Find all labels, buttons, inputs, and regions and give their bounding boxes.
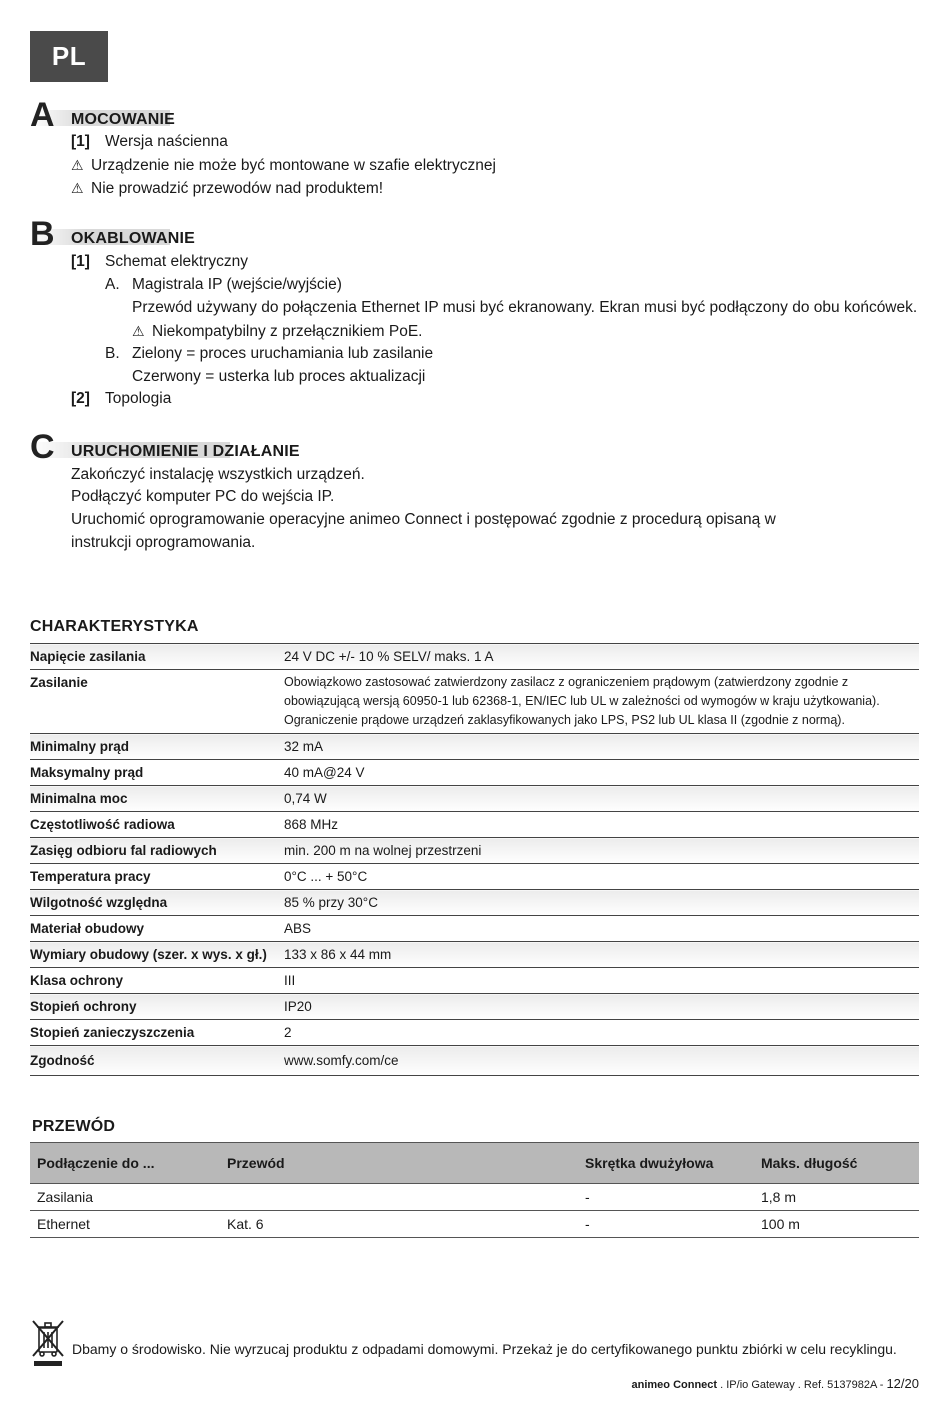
sub-item-a (105, 275, 342, 295)
table-row (30, 734, 919, 760)
table-cell: Zasilania (30, 1184, 220, 1211)
cable-table (30, 1142, 919, 1238)
value-line: obowiązującą wersją 60950-1 lub 62368-1, EN/IEC lub UL w zależności od wymogów w kraju użytkowania). (284, 694, 880, 708)
item-1 (71, 132, 228, 152)
table-row (30, 812, 919, 838)
sub-text: Magistrala IP (wejście/wyjście) (132, 276, 342, 293)
table-row (30, 864, 919, 890)
table-row (30, 786, 919, 812)
column-header: Przewód (220, 1143, 578, 1184)
page-number: 12/20 (886, 1376, 919, 1391)
row-value: III (284, 968, 919, 994)
section-startup (30, 430, 920, 560)
footer-ref: . IP/io Gateway . Ref. 5137982A - (717, 1379, 887, 1391)
recycling-notice: Dbamy o środowisko. Nie wyrzucaj produktu z odpadami domowymi. Przekaż je do certyfikowanego punktu zbiórki w celu recyklingu. (72, 1341, 897, 1357)
table-row (30, 1211, 919, 1238)
row-value: 85 % przy 30°C (284, 890, 919, 916)
warning-text: Urządzenie nie może być montowane w szafie elektrycznej (91, 157, 496, 174)
table-cell: - (578, 1184, 754, 1211)
table-row (30, 760, 919, 786)
table-row (30, 994, 919, 1020)
table-row (30, 968, 919, 994)
table-row (30, 942, 919, 968)
warning-icon: ⚠ (71, 180, 84, 196)
warning-icon: ⚠ (71, 157, 84, 173)
item-1 (71, 252, 248, 272)
table-row (30, 1184, 919, 1211)
item-number: [1] (71, 133, 90, 150)
row-value: 2 (284, 1020, 919, 1046)
table-cell: 1,8 m (754, 1184, 919, 1211)
sub-item-a-detail: Przewód używany do połączenia Ethernet IP musi być ekranowany. Ekran musi być podłączony do obu końcówek. (132, 299, 918, 316)
row-value: 40 mA@24 V (284, 760, 919, 786)
row-label: Wymiary obudowy (szer. x wys. x gł.) (30, 942, 284, 968)
item-text: Wersja naścienna (105, 133, 228, 150)
text-line: instrukcji oprogramowania. (71, 534, 256, 551)
row-value: 868 MHz (284, 812, 919, 838)
row-label: Zgodność (30, 1046, 284, 1076)
row-label: Wilgotność względna (30, 890, 284, 916)
section-wiring (30, 217, 920, 417)
table-row (30, 890, 919, 916)
row-label: Temperatura pracy (30, 864, 284, 890)
section-letter: B (30, 215, 55, 253)
warning-text: Nie prowadzić przewodów nad produktem! (91, 180, 384, 197)
row-label: Zasilanie (30, 670, 284, 734)
warning-line (71, 178, 383, 199)
row-value: 0,74 W (284, 786, 919, 812)
row-label: Zasięg odbioru fal radiowych (30, 838, 284, 864)
item-2 (71, 389, 171, 409)
row-value: 32 mA (284, 734, 919, 760)
language-badge: PL (30, 31, 108, 82)
item-number: [2] (71, 390, 90, 407)
table-cell: Ethernet (30, 1211, 220, 1238)
row-label: Maksymalny prąd (30, 760, 284, 786)
item-number: [1] (71, 253, 90, 270)
sub-item-b (105, 344, 433, 364)
section-letter: A (30, 96, 55, 134)
table-row (30, 670, 919, 734)
item-text: Topologia (105, 390, 172, 407)
warning-line (71, 155, 496, 176)
table-header-row (30, 1143, 919, 1184)
table-row (30, 1020, 919, 1046)
row-label: Częstotliwość radiowa (30, 812, 284, 838)
page-footer (632, 1376, 920, 1391)
column-header: Podłączenie do ... (30, 1143, 220, 1184)
sub-letter: A. (105, 276, 120, 293)
value-line: Ograniczenie prądowe urządzeń zaklasyfikowanych jako LPS, PS2 lub UL klasa II (zgodnie z normą). (284, 713, 845, 727)
footer-brand: animeo Connect (631, 1379, 718, 1391)
row-value: 133 x 86 x 44 mm (284, 942, 919, 968)
row-value: ABS (284, 916, 919, 942)
warning-text: Niekompatybilny z przełącznikiem PoE. (152, 323, 423, 340)
section-mounting (30, 98, 920, 208)
table-row (30, 916, 919, 942)
text-line: Uruchomić oprogramowanie operacyjne animeo Connect i postępować zgodnie z procedurą opisaną w (71, 511, 776, 528)
row-value: min. 200 m na wolnej przestrzeni (284, 838, 919, 864)
row-label: Stopień ochrony (30, 994, 284, 1020)
row-label: Napięcie zasilania (30, 644, 284, 670)
cable-title: PRZEWÓD (32, 1118, 116, 1135)
row-label: Stopień zanieczyszczenia (30, 1020, 284, 1046)
row-label: Minimalna moc (30, 786, 284, 812)
text-line: Zakończyć instalację wszystkich urządzeń. (71, 466, 365, 483)
section-title: URUCHOMIENIE I DZIAŁANIE (71, 443, 300, 460)
row-value: www.somfy.com/ce (284, 1046, 919, 1076)
characteristics-table (30, 643, 919, 1076)
row-label: Klasa ochrony (30, 968, 284, 994)
section-title: OKABLOWANIE (71, 230, 195, 247)
column-header: Maks. długość (754, 1143, 919, 1184)
column-header: Skrętka dwużyłowa (578, 1143, 754, 1184)
row-value: 0°C ... + 50°C (284, 864, 919, 890)
table-cell: Kat. 6 (220, 1211, 578, 1238)
warning-line (132, 321, 423, 342)
row-value (284, 670, 919, 734)
row-label: Materiał obudowy (30, 916, 284, 942)
table-row (30, 838, 919, 864)
value-line: Obowiązkowo zastosować zatwierdzony zasilacz z ograniczeniem prądowym (zatwierdzony zgodnie z (284, 675, 849, 689)
warning-icon: ⚠ (132, 323, 145, 339)
table-row (30, 644, 919, 670)
item-text: Schemat elektryczny (105, 253, 248, 270)
weee-crossed-bin-icon (31, 1318, 65, 1368)
characteristics-title: CHARAKTERYSTYKA (30, 618, 199, 635)
table-row (30, 1046, 919, 1076)
text-line: Podłączyć komputer PC do wejścia IP. (71, 488, 335, 505)
row-label: Minimalny prąd (30, 734, 284, 760)
table-cell (220, 1184, 578, 1211)
section-letter: C (30, 428, 55, 466)
sub-item-b-detail: Czerwony = usterka lub proces aktualizacji (132, 368, 426, 385)
row-value: 24 V DC +/- 10 % SELV/ maks. 1 A (284, 644, 919, 670)
section-title: MOCOWANIE (71, 111, 176, 128)
sub-text: Zielony = proces uruchamiania lub zasilanie (132, 345, 434, 362)
row-value: IP20 (284, 994, 919, 1020)
table-cell: 100 m (754, 1211, 919, 1238)
sub-letter: B. (105, 345, 120, 362)
table-cell: - (578, 1211, 754, 1238)
